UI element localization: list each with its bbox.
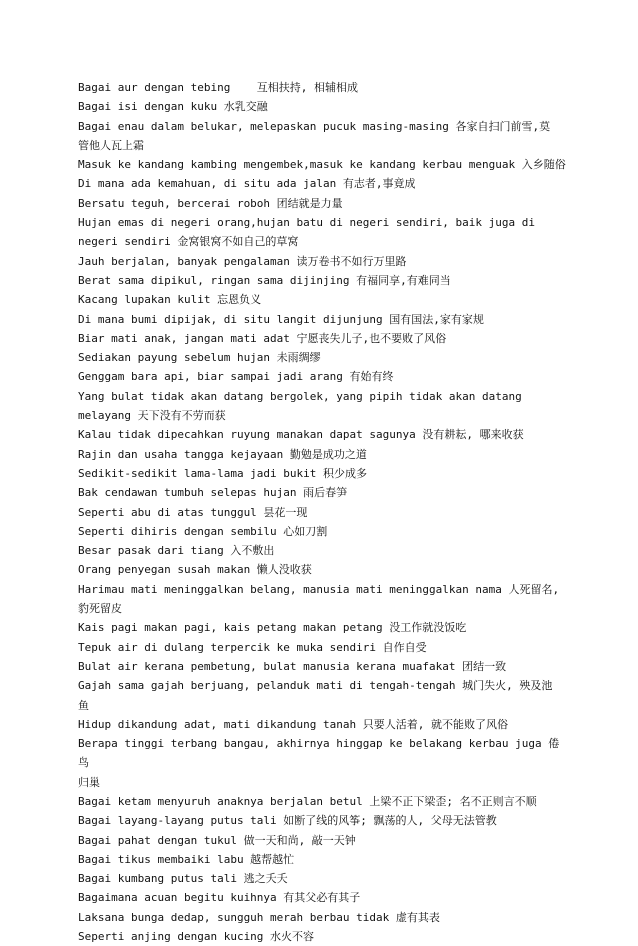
- proverb-line: Gajah sama gajah berjuang, pelanduk mati di tengah-tengah 城门失火, 殃及池: [78, 679, 553, 693]
- proverb-line: Bagai isi dengan kuku 水乳交融: [78, 100, 268, 114]
- proverb-line: Berat sama dipikul, ringan sama dijinjing 有福同享,有难同当: [78, 273, 451, 287]
- proverb-line: negeri sendiri 金窝银窝不如自己的草窝: [78, 235, 299, 249]
- proverb-line: Bagai aur dengan tebing 互相扶持, 相辅相成: [78, 81, 359, 94]
- proverb-line: Orang penyegan susah makan 懒人没收获: [78, 563, 312, 577]
- proverb-line: Bagaimana acuan begitu kuihnya 有其父必有其子: [78, 891, 361, 905]
- proverb-line: Jauh berjalan, banyak pengalaman 读万卷书不如行万里路: [78, 254, 407, 268]
- proverb-line: Genggam bara api, biar sampai jadi arang 有始有终: [78, 370, 394, 384]
- proverb-line: Hujan emas di negeri orang,hujan batu di negeri sendiri, baik juga di: [78, 216, 535, 230]
- proverb-line: Bagai kumbang putus tali 逃之夭夭: [78, 872, 288, 886]
- proverb-line: Kalau tidak dipecahkan ruyung manakan dapat sagunya 没有耕耘, 哪来收获: [78, 428, 524, 442]
- proverb-line: Seperti abu di atas tunggul 昙花一现: [78, 505, 308, 519]
- proverb-line: Sedikit-sedikit lama-lama jadi bukit 积少成多: [78, 466, 368, 480]
- proverb-line: Yang bulat tidak akan datang bergolek, yang pipih tidak akan datang: [78, 389, 522, 403]
- proverb-line: Bulat air kerana pembetung, bulat manusia kerana muafakat 团结一致: [78, 659, 507, 673]
- proverb-line: 豹死留皮: [78, 602, 122, 616]
- proverb-line: Bak cendawan tumbuh selepas hujan 雨后春笋: [78, 486, 348, 500]
- proverb-line: Laksana bunga dedap, sungguh merah berbau tidak 虚有其表: [78, 910, 440, 924]
- proverb-line: melayang 天下没有不劳而获: [78, 409, 226, 423]
- proverb-line: Hidup dikandung adat, mati dikandung tanah 只要人活着, 就不能败了风俗: [78, 717, 509, 731]
- proverb-line: Di mana bumi dipijak, di situ langit dijunjung 国有国法,家有家规: [78, 312, 484, 326]
- proverb-line: Besar pasak dari tiang 入不敷出: [78, 544, 275, 558]
- proverb-line: Di mana ada kemahuan, di situ ada jalan 有志者,事竟成: [78, 177, 416, 191]
- proverb-line: Tepuk air di dulang terpercik ke muka sendiri 自作自受: [78, 640, 427, 654]
- proverb-line: Bagai tikus membaiki labu 越帮越忙: [78, 852, 295, 866]
- proverb-line: Seperti dihiris dengan sembilu 心如刀割: [78, 524, 328, 538]
- proverb-line: Sediakan payung sebelum hujan 未雨绸缪: [78, 351, 321, 365]
- proverb-line: Masuk ke kandang kambing mengembek,masuk ke kandang kerbau menguak 入乡随俗: [78, 158, 566, 172]
- proverb-line: 归巢: [78, 775, 100, 789]
- proverb-line: Harimau mati meninggalkan belang, manusia mati meninggalkan nama 人死留名,: [78, 582, 560, 596]
- proverb-line: Rajin dan usaha tangga kejayaan 勤勉是成功之道: [78, 447, 367, 461]
- proverb-line: Bagai layang-layang putus tali 如断了线的风筝; 飘荡的人, 父母无法管教: [78, 814, 497, 828]
- proverb-line: 管他人瓦上霜: [78, 138, 144, 152]
- proverb-line: Kais pagi makan pagi, kais petang makan petang 没工作就没饭吃: [78, 621, 467, 635]
- proverb-line: Biar mati anak, jangan mati adat 宁愿丧失儿子,也不要败了风俗: [78, 331, 447, 345]
- proverb-line: Bagai ketam menyuruh anaknya berjalan betul 上梁不正下梁歪; 名不正则言不顺: [78, 794, 537, 808]
- proverb-line: Bersatu teguh, bercerai roboh 团结就是力量: [78, 196, 343, 210]
- proverb-list: [78, 78, 568, 946]
- proverb-line: Bagai pahat dengan tukul 做一天和尚, 敲一天钟: [78, 833, 356, 847]
- proverb-line: Berapa tinggi terbang bangau, akhirnya hinggap ke belakang kerbau juga 倦鸟: [78, 737, 560, 770]
- proverb-line: Seperti anjing dengan kucing 水火不容: [78, 930, 315, 944]
- proverb-line: Bagai enau dalam belukar, melepaskan pucuk masing-masing 各家自扫门前雪,莫: [78, 119, 551, 133]
- proverb-line: Kacang lupakan kulit 忘恩负义: [78, 293, 262, 307]
- proverb-line: 鱼: [78, 698, 89, 712]
